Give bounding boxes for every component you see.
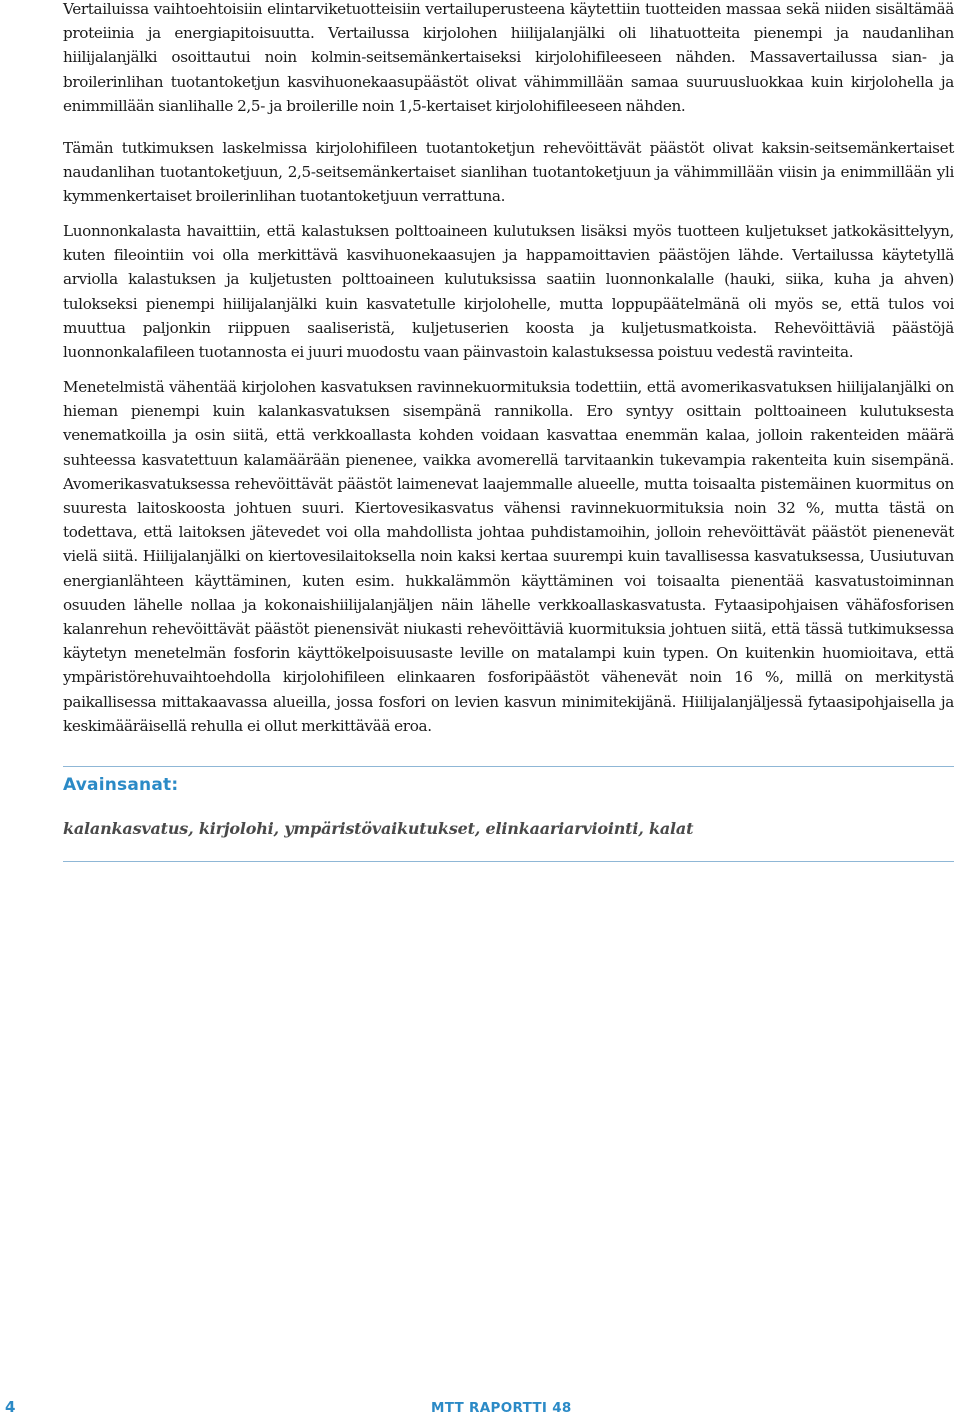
page-number: 4 — [5, 1398, 16, 1416]
keywords-heading: Avainsanat: — [63, 775, 179, 795]
keywords-list: kalankasvatus, kirjolohi, ympäristövaikutukset, elinkaariarviointi, kalat — [63, 819, 694, 838]
body-paragraph: Luonnonkalasta havaittiin, että kalastuksen polttoaineen kulutuksen lisäksi myös tuotteen kuljetukset jatkokäsittelyyn, kuten fileointiin voi olla merkittävä kasvihuonekaasujen ja happamoittavien päästöjen lähde. Vertailussa käytetyllä arviolla kalastuksen ja kuljetusten polttoaineen kulutuksissa saatiin luonnonkalalle (hauki, siika, kuha ja ahven) tulokseksi pienempi hiilijalanjälki kuin kasvatetulle kirjolohelle, mutta loppupäätelmänä oli myös se, että tulos voi muuttua paljonkin riippuen saaliseristä, kuljetuserien koosta ja kuljetusmatkoista. Rehevöittäviä päästöjä luonnonkalafileen tuotannosta ei juuri muodostu vaan päinvastoin kalastuksessa poistuu vedestä ravinteita. — [63, 222, 954, 362]
body-paragraph: Tämän tutkimuksen laskelmissa kirjolohifileen tuotantoketjun rehevöittävät päästöt olivat kaksin-seitsemänkertaiset naudanlihan tuotantoketjuun, 2,5-seitsemänkertaiset sianlihan tuotantoketjuun ja vähimmillään viisin ja enimmillään yli kymmenkertaiset broilerinlihan tuotantoketjuun verrattuna. — [63, 139, 954, 206]
keywords-top-divider — [63, 766, 954, 767]
publication-title: MTT RAPORTTI 48 — [431, 1400, 572, 1416]
keywords-bottom-divider — [63, 861, 954, 862]
body-paragraph: Menetelmistä vähentää kirjolohen kasvatuksen ravinnekuormituksia todettiin, että avomerikasvatuksen hiilijalanjälki on hieman pienempi kuin kalankasvatuksen sisempänä rannikolla. Ero syntyy osittain polttoaineen kulutuksesta venematkoilla ja osin siitä, että verkkoallasta kohden voidaan kasvattaa enemmän kalaa, jolloin rakenteiden määrä suhteessa kasvatettuun kalamäärään pienenee, vaikka avomerellä tarvitaankin tukevampia rakenteita kuin sisempänä. Avomerikasvatuksessa rehevöittävät päästöt laimenevat laajemmalle alueelle, mutta toisaalta pistemäinen kuormitus on suuresta laitoskoosta johtuen suuri. Kiertovesikasvatus vähensi ravinnekuormituksia noin 32 %, mutta tästä on todettava, että laitoksen jätevedet voi olla mahdollista johtaa puhdistamoihin, jolloin rehevöittävät päästöt pienenevät vielä siitä. Hiilijalanjälki on kiertovesilaitoksella noin kaksi kertaa suurempi kuin tavallisessa kasvatuksessa, Uusiutuvan energianlähteen käyttäminen, kuten esim. hukkalämmön käyttäminen voi toisaalta pienentää kasvatustoiminnan osuuden lähelle nollaa ja kokonaishiilijalanjäljen näin lähelle verkkoallaskasvatusta. Fytaasipohjaisen vähäfosforisen kalanrehun rehevöittävät päästöt pienensivät niukasti rehevöittäviä kuormituksia johtuen siitä, että tässä tutkimuksessa käytetyn menetelmän fosforin käyttökelpoisuusaste leville on matalampi kuin typen. On kuitenkin huomioitava, että ympäristörehuvaihtoehdolla kirjolohifileen elinkaaren fosforipäästöt vähenevät noin 16 %, millä on merkitystä paikallisessa mittakaavassa alueilla, jossa fosfori on levien kasvun minimitekijänä. Hiilijalanjäljessä fytaasipohjaisella ja keskimääräisellä rehulla ei ollut merkittävää eroa. — [63, 378, 954, 735]
body-paragraph: Vertailuissa vaihtoehtoisiin elintarviketuotteisiin vertailuperusteena käytettiin tuotteiden massaa sekä niiden sisältämää proteiinia ja energiapitoisuutta. Vertailussa kirjolohen hiilijalanjälki oli lihatuotteita pienempi ja naudanlihan hiilijalanjälki osoittautui noin kolmin-seitsemänkertaiseksi kirjolohifileeseen nähden. Massavertailussa sian- ja broilerinlihan tuotantoketjun kasvihuonekaasupäästöt olivat vähimmillään samaa suuruusluokkaa kuin kirjolohella ja enimmillään sianlihalle 2,5- ja broilerille noin 1,5-kertaiset kirjolohifileeseen nähden. — [63, 0, 954, 115]
